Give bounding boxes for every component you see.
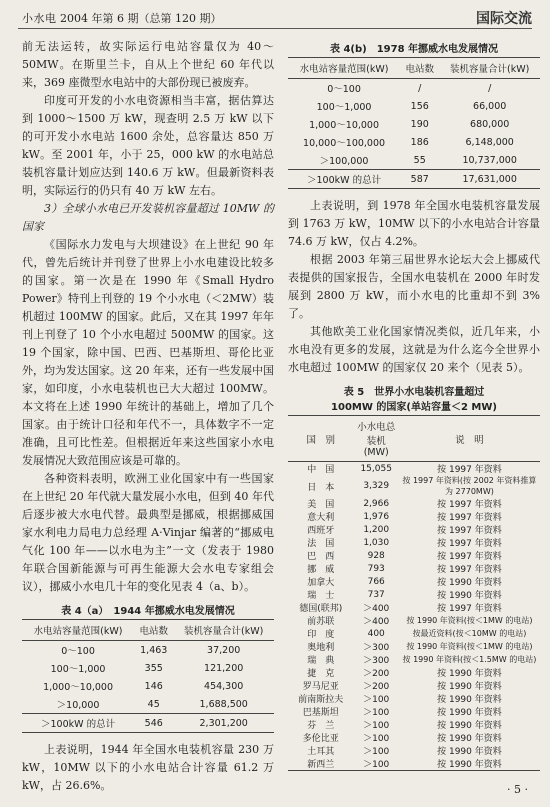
cell: ＞100kW 的总计 — [22, 714, 134, 733]
column-header: 电站数 — [400, 58, 439, 79]
cell: 芬 兰 — [307, 721, 335, 731]
table-row — [288, 97, 540, 115]
cell: 前南斯拉夫 — [298, 695, 344, 705]
cell: 186 — [410, 136, 429, 148]
cell: 587 — [400, 170, 439, 189]
table-caption: 100MW 的国家(单站容量＜2 MW) — [331, 402, 497, 413]
cell: 190 — [410, 118, 429, 130]
cell: 2,301,200 — [173, 714, 274, 733]
cell: 1,000～10,000 — [309, 120, 380, 131]
cell: 土耳其 — [307, 747, 335, 757]
table-row — [288, 705, 540, 718]
cell: ＞100,000 — [319, 156, 369, 167]
cell: ＞100 — [363, 695, 390, 705]
table-row — [22, 677, 274, 695]
table-row — [288, 679, 540, 692]
table-4a — [22, 619, 274, 733]
table-row — [288, 510, 540, 523]
cell: 按 1997 年资料(按 2002 年资料推算为 2770MW) — [402, 476, 537, 496]
table-row — [288, 562, 540, 575]
table-total-row — [288, 170, 540, 189]
cell: 928 — [367, 550, 385, 561]
table-row — [288, 115, 540, 133]
cell: ＞10,000 — [56, 700, 100, 711]
left-column — [22, 38, 274, 795]
table-row — [288, 133, 540, 151]
paragraph: 上表说明，到 1978 年全国水电装机容量发展到 1763 万 kW，10MW 以下的小水电站合计容量 74.6 万 kW，仅占 4.2%。 — [288, 199, 540, 248]
cell: 多伦比亚 — [302, 734, 339, 744]
cell: ＞400 — [363, 617, 390, 627]
cell: 1,000～10,000 — [43, 682, 114, 693]
table-row — [22, 659, 274, 677]
column-header: 国 别 — [288, 416, 354, 462]
cell: 1,200 — [363, 524, 390, 535]
cell: ＞100 — [354, 757, 399, 771]
table-row — [288, 497, 540, 510]
cell: 按最近资料(按＜10MW 的电站) — [412, 629, 527, 638]
table-row — [288, 653, 540, 666]
cell: 按 1997 年资料 — [437, 513, 502, 523]
journal-name: 小水电 — [22, 12, 57, 25]
cell: 355 — [144, 662, 163, 674]
column-header: 小水电总装机(MW) — [354, 416, 399, 462]
cell: 按 1990 年资料 — [437, 669, 502, 679]
cell: 2,966 — [363, 498, 390, 509]
cell: 按 1990 年资料 — [437, 708, 502, 718]
page-number: · 5 · — [507, 783, 528, 796]
cell: 按 1997 年资料 — [437, 526, 502, 536]
column-header: 装机容量合计(kW) — [173, 620, 274, 641]
cell: 0～100 — [327, 84, 361, 95]
cell: 按 1990 年资料 — [437, 721, 502, 731]
column-header: 电站数 — [134, 620, 173, 641]
table-row — [288, 79, 540, 98]
table-4b — [288, 57, 540, 189]
cell: 1,030 — [363, 537, 390, 548]
table-row — [288, 536, 540, 549]
cell: 瑞 士 — [307, 591, 335, 601]
cell: 15,055 — [360, 463, 392, 474]
page-header — [0, 0, 550, 36]
table-row — [288, 627, 540, 640]
column-header: 水电站容量范围(kW) — [288, 58, 400, 79]
cell: 按 1997 年资料 — [437, 539, 502, 549]
cell: 按 1990 年资料(按＜1.5MW 的电站) — [402, 655, 537, 664]
cell: 按 1997 年资料 — [437, 604, 502, 614]
cell: / — [418, 82, 422, 94]
cell: 中 国 — [307, 465, 335, 475]
section-title: 国际交流 — [476, 11, 532, 27]
cell: 按 1990 年资料 — [437, 591, 502, 601]
cell: 546 — [134, 714, 173, 733]
cell: 按 1990 年资料 — [437, 578, 502, 588]
table-row — [288, 614, 540, 627]
cell: 737 — [367, 589, 385, 600]
cell: 100～1,000 — [50, 664, 106, 675]
cell: ＞400 — [363, 604, 390, 614]
cell: 美 国 — [307, 500, 335, 510]
cell: 3,329 — [363, 481, 390, 491]
cell: 146 — [144, 680, 163, 692]
table-caption: 表 5 世界小水电装机容量超过 — [343, 387, 485, 398]
cell: 按 1997 年资料 — [437, 500, 502, 510]
cell: 0～100 — [61, 646, 95, 657]
cell: 挪 威 — [307, 565, 335, 575]
paragraph: 印度可开发的小水电资源相当丰富，据估算达到 1000～1500 万 kW，现查明 2.5 万 kW 以下的可开发小水电站 1600 余处，总容量达 850 万 kW。至 2001 年，小于 25，000 kW 的水电站总装机容量计划应达到 140.6 万 kW。但最新资料表明，实际运行的仍只有 40 万 kW 左右。 — [22, 94, 274, 197]
table-row — [288, 588, 540, 601]
column-header: 说 明 — [399, 416, 540, 462]
cell: ＞300 — [363, 656, 390, 666]
table-row — [22, 641, 274, 660]
cell: ＞200 — [363, 682, 390, 692]
cell: ＞100 — [363, 721, 390, 731]
cell: 罗马尼亚 — [302, 682, 339, 692]
cell: 1,688,500 — [199, 698, 248, 710]
cell: 西班牙 — [307, 526, 335, 536]
table-5-body — [288, 462, 540, 771]
cell: 巴 西 — [307, 552, 335, 562]
cell: 瑞 典 — [307, 656, 335, 666]
cell: 10,000～100,000 — [303, 138, 386, 149]
cell: 45 — [147, 698, 160, 710]
cell: 按 1990 年资料(按＜1MW 的电站) — [406, 616, 533, 625]
cell: 法 国 — [307, 539, 335, 549]
cell: 按 1990 年资料 — [437, 747, 502, 757]
cell: ＞100 — [363, 747, 390, 757]
table-row — [288, 666, 540, 679]
table-row — [288, 523, 540, 536]
table-row — [288, 575, 540, 588]
cell: 捷 克 — [307, 669, 335, 679]
cell: 奥地利 — [307, 643, 335, 653]
cell: 德国(联邦) — [299, 604, 343, 614]
table-row — [288, 475, 540, 497]
cell: 1,976 — [363, 511, 390, 522]
cell: ＞100 — [363, 708, 390, 718]
issue-info: 2004 年第 6 期（总第 120 期） — [60, 12, 222, 25]
cell: 加拿大 — [307, 578, 335, 588]
table-row — [288, 549, 540, 562]
column-header: 装机容量合计(kW) — [439, 58, 540, 79]
cell: 日 本 — [307, 482, 335, 493]
paragraph: 前无法运转，故实际运行电站容量仅为 40～50MW。在斯里兰卡，自从上个世纪 60 年代以来，369 座微型水电站中的大部份现已被废弃。 — [22, 40, 274, 89]
cell: 766 — [367, 576, 385, 587]
cell: 按 1997 年资料 — [437, 465, 502, 475]
table-row — [288, 640, 540, 653]
paragraph: 各种资料表明，欧洲工业化国家中有一些国家在上世纪 20 年代就大量发展小水电，但到 40 年代后逐步被大水电代替。最典型是挪威，根据挪威国家水利电力局电力总经理 A·Vinjar 编著的“挪威电气化 100 年——以水电为主”一文（发表于 1980 年联合国新能源与可再生能源大会水电专家组会议），挪威小水电几十年的变化见表 4（a、b）。 — [22, 472, 274, 593]
table-row — [288, 731, 540, 744]
cell: 按 1990 年资料(按＜1MW 的电站) — [406, 642, 533, 651]
cell: / — [488, 82, 492, 94]
cell: 37,200 — [207, 644, 241, 656]
cell: 印 度 — [307, 630, 335, 640]
cell: 按 1997 年资料 — [437, 565, 502, 575]
cell: 156 — [410, 100, 429, 112]
cell: ＞100kW 的总计 — [288, 170, 400, 189]
cell: 6,148,000 — [465, 136, 514, 148]
cell: 新西兰 — [288, 757, 354, 771]
cell: 55 — [413, 154, 426, 166]
cell: 400 — [367, 628, 385, 639]
table-row — [288, 692, 540, 705]
table-caption: 表 4（a） 1944 年挪威水电发展情况 — [61, 606, 235, 617]
cell: 按 1997 年资料 — [437, 552, 502, 562]
cell: ＞200 — [363, 669, 390, 679]
cell: 按 1990 年资料 — [437, 682, 502, 692]
cell: 10,737,000 — [462, 154, 517, 166]
table-total-row — [22, 714, 274, 733]
cell: 680,000 — [470, 118, 510, 130]
table-row — [288, 601, 540, 614]
section-heading: 3）全球小水电已开发装机容量超过 10MW 的国家 — [22, 202, 274, 233]
cell: 巴基斯坦 — [302, 708, 339, 718]
paragraph: 其他欧美工业化国家情况类似，近几年来，小水电没有更多的发展，这就是为什么迄今全世界小水电超过 100MW 的国家仅 20 来个（见表 5）。 — [288, 325, 540, 374]
cell: 按 1990 年资料 — [399, 757, 540, 771]
table-row — [288, 744, 540, 757]
cell: 17,631,000 — [439, 170, 540, 189]
cell: 前苏联 — [307, 617, 335, 627]
table-5 — [288, 415, 540, 771]
cell: 按 1990 年资料 — [437, 695, 502, 705]
table-row — [288, 718, 540, 731]
cell: ＞300 — [363, 643, 390, 653]
cell: 1,463 — [140, 644, 168, 656]
column-header: 水电站容量范围(kW) — [22, 620, 134, 641]
header-rule — [18, 28, 532, 29]
table-row — [288, 462, 540, 476]
cell: 66,000 — [473, 100, 507, 112]
paragraph: 上表说明，1944 年全国水电装机容量 230 万 kW，10MW 以下的小水电站合计容量 61.2 万 kW，占 26.6%。 — [22, 743, 274, 792]
table-row — [22, 695, 274, 714]
cell: 意大利 — [307, 513, 335, 523]
table-row — [288, 151, 540, 170]
cell: 793 — [367, 563, 385, 574]
cell: 121,200 — [204, 662, 244, 674]
paragraph: 《国际水力发电与大坝建设》在上世纪 90 年代，曾先后统计并刊登了世界上小水电建设比较多的国家。第一次是在 1990 年《Small Hydro Power》特刊上刊登的 19 个小水电（＜2MW）装机超过 100MW 的国家。此后，又在其 1997 年年刊上刊登了 10 个小水电超过 500MW 的国家。这 19 个国家，除中国、巴西、巴基斯坦、哥伦比亚外，均为发达国家。这 20 年来，还有一些发展中国家，如印度，小水电装机也已大大超过 100MW。本文将在上述 1990 年统计的基础上，增加了几个国家。由于统计口径和年代不一，具体数字不一定准确，且可比性差。但根据近年来这些国家小水电发展情况大致范围应该是可靠的。 — [22, 238, 274, 467]
cell: 454,300 — [204, 680, 244, 692]
cell: 按 1990 年资料 — [437, 734, 502, 744]
table-row — [288, 757, 540, 771]
paragraph: 根据 2003 年第三届世界水论坛大会上挪威代表提供的国家报告，全国水电装机在 2000 年时发展到 2800 万 kW，而小水电的比重却不到 3%了。 — [288, 253, 540, 320]
table-caption: 表 4(b) 1978 年挪威水电发展情况 — [329, 44, 499, 55]
right-column — [288, 38, 540, 771]
cell: 100～1,000 — [316, 102, 372, 113]
cell: ＞100 — [363, 734, 390, 744]
